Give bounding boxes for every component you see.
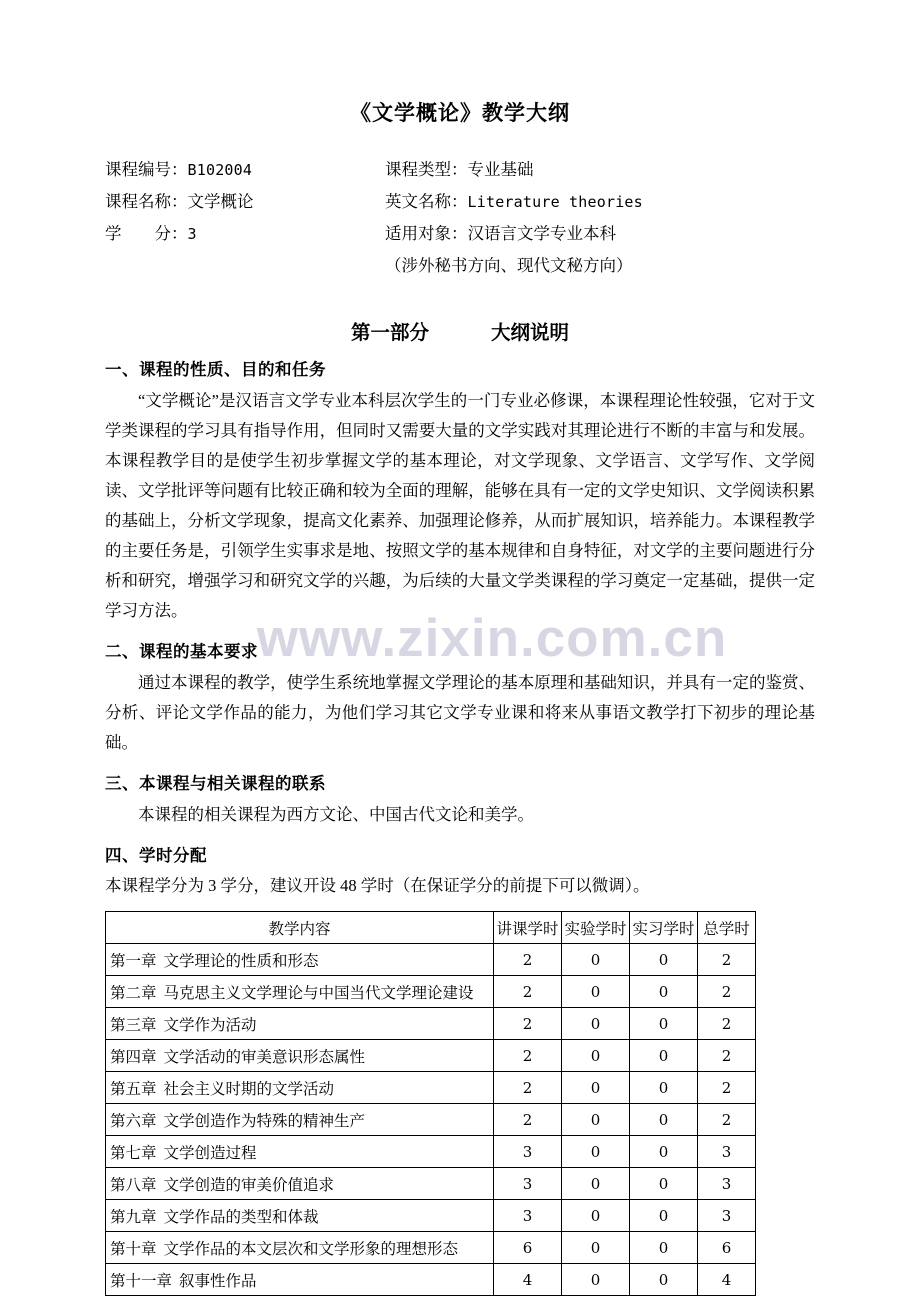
cell-total-hours: 3 [698,1136,756,1168]
cell-experiment-hours: 0 [562,976,630,1008]
cell-experiment-hours: 0 [562,1232,630,1264]
course-name-label: 课程名称： [105,192,188,211]
section-heading-1: 一、课程的性质、目的和任务 [105,360,326,380]
cell-lecture-hours: 6 [494,1232,562,1264]
cell-experiment-hours: 0 [562,1072,630,1104]
chapter-number: 第八章 [110,1176,157,1194]
header-content: 教学内容 [106,912,494,944]
meta-row [105,250,815,281]
cell-practice-hours: 0 [630,1168,698,1200]
chapter-number: 第五章 [110,1080,157,1098]
cell-lecture-hours: 2 [494,1040,562,1072]
table-row [106,1200,756,1232]
cell-experiment-hours: 0 [562,1200,630,1232]
cell-lecture-hours: 3 [494,1200,562,1232]
chapter-title: 叙事性作品 [179,1272,257,1290]
cell-total-hours: 3 [698,1200,756,1232]
cell-experiment-hours: 0 [562,944,630,976]
cell-total-hours: 2 [698,944,756,976]
chapter-title: 文学创造的审美价值追求 [163,1176,335,1194]
cell-lecture-hours: 2 [494,944,562,976]
table-row [106,944,756,976]
chapter-title: 文学创造过程 [163,1144,257,1162]
cell-experiment-hours: 0 [562,1264,630,1296]
cell-total-hours: 2 [698,1008,756,1040]
chapter-title: 文学活动的审美意识形态属性 [163,1048,366,1066]
course-code-value: B102004 [187,161,253,179]
cell-total-hours: 2 [698,1072,756,1104]
part-name: 大纲说明 [491,321,570,344]
table-row [106,1072,756,1104]
course-code-field [105,154,385,186]
cell-experiment-hours: 0 [562,1104,630,1136]
audience-value: 汉语言文学专业本科 [467,224,616,243]
cell-lecture-hours: 2 [494,1104,562,1136]
course-type-field [385,154,815,185]
course-name-value: 文学概论 [187,192,254,211]
course-type-value: 专业基础 [467,160,534,179]
cell-practice-hours: 0 [630,1264,698,1296]
cell-experiment-hours: 0 [562,1168,630,1200]
cell-practice-hours: 0 [630,1040,698,1072]
cell-total-hours: 2 [698,1040,756,1072]
part-number: 第一部分 [350,321,429,344]
section-heading-3: 三、本课程与相关课程的联系 [105,773,326,793]
credits-field [105,218,385,250]
meta-row [105,186,815,218]
chapter-title: 马克思主义文学理论与中国当代文学理论建设 [163,984,474,1002]
table-row [106,976,756,1008]
chapter-number: 第七章 [110,1144,157,1162]
cell-chapter [106,944,494,976]
course-name-field [105,186,385,217]
page-title: 《文学概论》教学大纲 [350,101,570,125]
cell-chapter [106,1104,494,1136]
header-lecture-hours: 讲课学时 [494,912,562,944]
chapter-number: 第三章 [110,1016,157,1034]
cell-practice-hours: 0 [630,1072,698,1104]
chapter-number: 第六章 [110,1112,157,1130]
cell-lecture-hours: 2 [494,1008,562,1040]
cell-lecture-hours: 3 [494,1168,562,1200]
chapter-title: 文学作品的本文层次和文学形象的理想形态 [163,1240,459,1258]
cell-chapter [106,976,494,1008]
chapter-title: 文学理论的性质和形态 [163,952,319,970]
course-meta-block [105,154,815,281]
part-heading [105,281,815,344]
table-row [106,1104,756,1136]
meta-row [105,218,815,250]
section-paragraph-4: 本课程学分为 3 学分，建议开设 48 学时（在保证学分的前提下可以微调）。 [105,876,650,896]
chapter-title: 文学作为活动 [163,1016,257,1034]
cell-total-hours: 2 [698,976,756,1008]
english-name-value: Literature theories [467,193,643,211]
table-body [106,944,756,1296]
cell-lecture-hours: 2 [494,1072,562,1104]
english-name-label: 英文名称： [385,192,468,211]
audience-label: 适用对象： [385,224,468,243]
chapter-number: 第十章 [110,1240,157,1258]
cell-practice-hours: 0 [630,944,698,976]
cell-chapter [106,1168,494,1200]
credits-value: 3 [187,225,197,243]
chapter-title: 社会主义时期的文学活动 [163,1080,335,1098]
cell-chapter [106,1264,494,1296]
table-row [106,1264,756,1296]
cell-experiment-hours: 0 [562,1040,630,1072]
chapter-number: 第十一章 [110,1272,173,1290]
cell-practice-hours: 0 [630,1232,698,1264]
cell-total-hours: 2 [698,1104,756,1136]
header-total-hours: 总学时 [698,912,756,944]
course-type-label: 课程类型： [385,160,468,179]
cell-chapter [106,1200,494,1232]
cell-lecture-hours: 3 [494,1136,562,1168]
document-content [105,0,815,1296]
chapter-title: 文学创造作为特殊的精神生产 [163,1112,366,1130]
cell-chapter [106,1008,494,1040]
section-paragraph-1: “文学概论”是汉语言文学专业本科层次学生的一门专业必修课，本课程理论性较强，它对于文学类课程的学习具有指导作用，但同时又需要大量的文学实践对其理论进行不断的丰富与和发展。本课程教学目的是使学生初步掌握文学的基本理论，对文学现象、文学语言、文学写作、文学阅读、文学批评等问题有比较正确和较为全面的理解，能够在具有一定的文学史知识、文学阅读积累的基础上，分析文学现象，提高文化素养、加强理论修养，从而扩展知识，培养能力。本课程教学的主要任务是，引领学生实事求是地、按照文学的基本规律和自身特征，对文学的主要问题进行分析和研究，增强学习和研究文学的兴趣，为后续的大量文学类课程的学习奠定一定基础，提供一定学习方法。 [105,391,815,621]
chapter-number: 第九章 [110,1208,157,1226]
audience-field [385,218,815,249]
english-name-field [385,186,815,218]
hours-allocation-table [105,911,756,1296]
header-practice-hours: 实习学时 [630,912,698,944]
course-code-label: 课程编号： [105,160,188,179]
cell-total-hours: 4 [698,1264,756,1296]
chapter-number: 第一章 [110,952,157,970]
table-header [106,912,756,944]
cell-practice-hours: 0 [630,1008,698,1040]
meta-row [105,154,815,186]
chapter-number: 第二章 [110,984,157,1002]
table-row [106,1232,756,1264]
chapter-number: 第四章 [110,1048,157,1066]
cell-total-hours: 6 [698,1232,756,1264]
cell-practice-hours: 0 [630,1136,698,1168]
cell-experiment-hours: 0 [562,1136,630,1168]
cell-chapter [106,1136,494,1168]
section-heading-4: 四、学时分配 [105,845,207,865]
audience-continuation: （涉外秘书方向、现代文秘方向） [385,256,633,275]
section-paragraph-2: 通过本课程的教学，使学生系统地掌握文学理论的基本原理和基础知识，并具有一定的鉴赏、分析、评论文学作品的能力，为他们学习其它文学专业课和将来从事语文教学打下初步的理论基础。 [105,672,815,752]
cell-lecture-hours: 4 [494,1264,562,1296]
cell-lecture-hours: 2 [494,976,562,1008]
section-heading-2: 二、课程的基本要求 [105,642,258,662]
cell-chapter [106,1072,494,1104]
section-paragraph-3: 本课程的相关课程为西方文论、中国古代文论和美学。 [138,804,534,824]
table-row [106,1040,756,1072]
table-row [106,1008,756,1040]
credits-label: 学 分： [105,224,188,243]
watermark: www.zixin.com.cn [256,609,728,668]
cell-experiment-hours: 0 [562,1008,630,1040]
chapter-title: 文学作品的类型和体裁 [163,1208,319,1226]
table-header-row [106,912,756,944]
cell-practice-hours: 0 [630,1200,698,1232]
cell-practice-hours: 0 [630,1104,698,1136]
cell-chapter [106,1232,494,1264]
table-row [106,1168,756,1200]
header-experiment-hours: 实验学时 [562,912,630,944]
cell-chapter [106,1040,494,1072]
cell-practice-hours: 0 [630,976,698,1008]
cell-total-hours: 3 [698,1168,756,1200]
table-row [106,1136,756,1168]
